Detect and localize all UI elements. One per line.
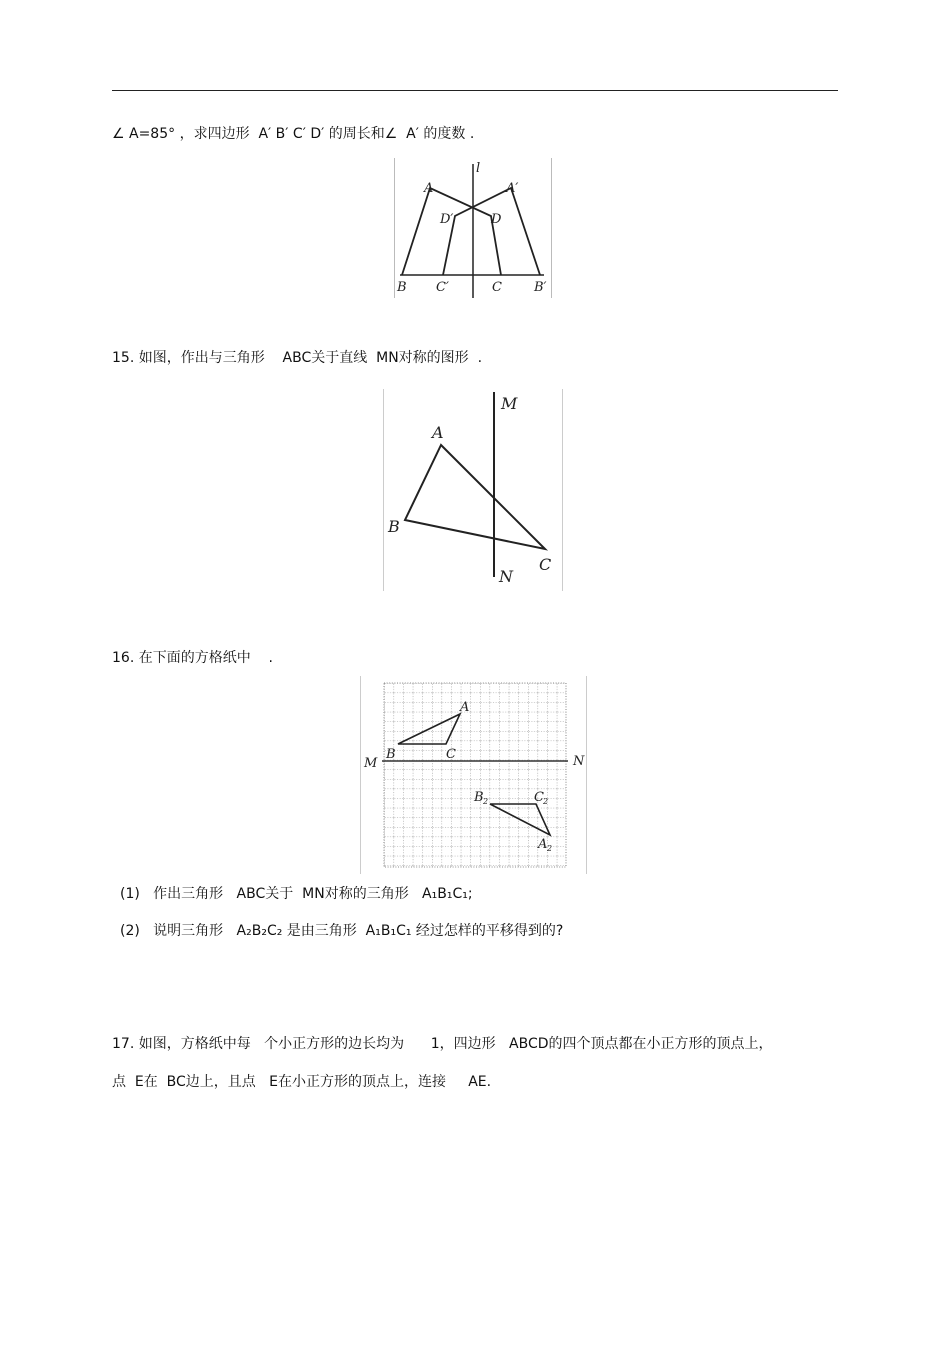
label-a: A (460, 700, 470, 715)
question-16-part-1: (1) 作出三角形 ABC关于 MN对称的三角形 A₁B₁C₁; (120, 886, 473, 902)
label-b-prime: B′ (534, 280, 547, 295)
label-c: C (492, 280, 502, 295)
label-b2-subscript: 2 (483, 797, 489, 806)
label-n: N (573, 754, 585, 769)
header-rule (112, 90, 838, 91)
label-d-prime: D′ (440, 212, 454, 227)
label-a: A (432, 423, 444, 442)
label-b: B (388, 517, 400, 536)
label-m: M (501, 394, 518, 413)
question-16-part-2: (2) 说明三角形 A₂B₂C₂ 是由三角形 A₁B₁C₁ 经过怎样的平移得到的? (120, 923, 564, 939)
label-n: N (499, 567, 513, 586)
label-d: D (491, 212, 502, 227)
label-c2-subscript: 2 (543, 797, 549, 806)
label-c: C (539, 555, 552, 574)
question-15-text: 15. 如图，作出与三角形 ABC关于直线 MN对称的图形 . (112, 350, 483, 366)
label-b: B (397, 280, 407, 295)
label-m: M (364, 756, 378, 771)
figure-14 (394, 158, 552, 298)
label-c: C (446, 747, 456, 762)
problem-14-continuation: ∠ A=85° ，求四边形 A′ B′ C′ D′ 的周长和∠ A′ 的度数 . (112, 126, 475, 142)
triangle-abc (405, 445, 545, 549)
label-l: l (476, 161, 481, 176)
label-a-prime: A′ (506, 181, 519, 196)
figure-16-grid (360, 676, 587, 874)
label-a: A (424, 181, 434, 196)
label-c2: C (534, 790, 544, 805)
label-a2-subscript: 2 (547, 844, 553, 853)
question-17-line-1: 17. 如图，方格纸中每 个小正方形的边长均为 1，四边形 ABCD的四个顶点都在小正方形的顶点上， (112, 1036, 773, 1052)
label-b: B (386, 747, 396, 762)
label-b2: B (474, 790, 484, 805)
figure-15 (383, 389, 563, 591)
question-16-text: 16. 在下面的方格纸中 . (112, 650, 273, 666)
label-a2: A (538, 837, 548, 852)
label-c-prime: C′ (436, 280, 449, 295)
question-17-line-2: 点 E在 BC边上，且点 E在小正方形的顶点上，连接 AE. (112, 1074, 492, 1090)
